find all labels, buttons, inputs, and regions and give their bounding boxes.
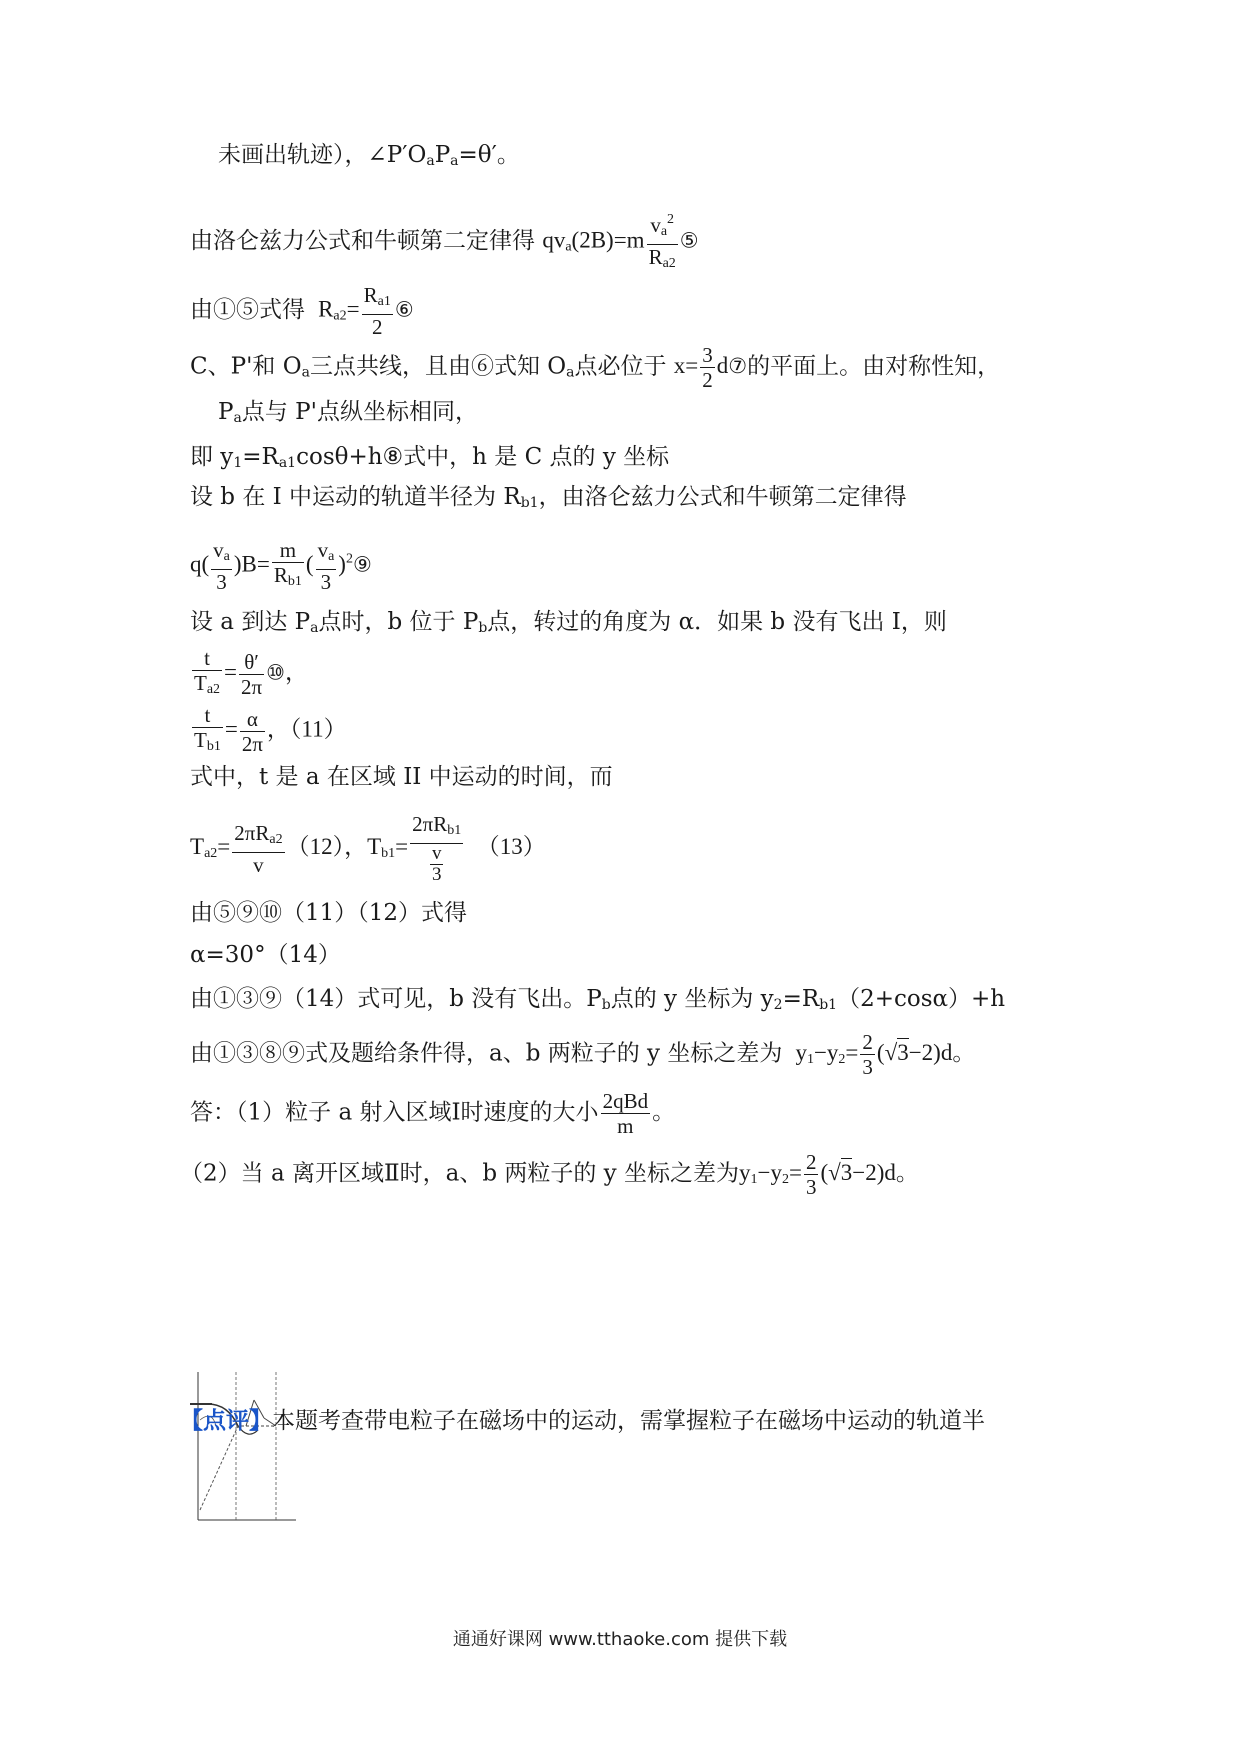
text-line [190, 1089, 675, 1138]
text-line: 设 b 在 I 中运动的轨道半径为 $R_{b1}$，由洛仑兹力公式和牛顿第二定律得 [190, 484, 907, 511]
text-line [190, 538, 372, 594]
text-line: 未画出轨迹），$\angle P'O_aP_a=\theta'$。 [218, 142, 520, 169]
text-line [190, 283, 414, 339]
text: 设 b 在 I 中运动的轨道半径为 R [190, 484, 521, 510]
text: =R [782, 986, 820, 1012]
text: （2+cosα）+h [837, 986, 1006, 1012]
text-line [190, 940, 341, 970]
text-line [190, 208, 699, 276]
page-footer: 通通好课网 www.tthaoke.com 提供下载 [452, 1629, 788, 1650]
text: 式中，t 是 a 在区域 II 中运动的时间，而 [190, 764, 613, 790]
text: 点，转过的角度为 α．如果 b 没有飞出 I，则 [487, 609, 947, 635]
text: 答：（1）粒子 a 射入区域Ⅰ时速度的大小 [190, 1099, 599, 1126]
text-line [190, 1030, 975, 1079]
equation-6: $R_{a2}=$ $\frac{R_{a1}}{2}$ ⑥ [312, 283, 414, 339]
text: 由⑤⑨⑩（11）（12）式得 [190, 900, 468, 926]
equation-12-13: $T_{a2}=$ $\frac{2\pi R_{a2}}{v}$ （12），$T_{b1}=$ $\frac{2\pi R_{b1}}{\frac{v}{3}}$ （13） [190, 812, 546, 885]
equation-result: $y_1-y_2=$ $\frac{2}{3}$ (√3−2)d。 [789, 1030, 976, 1079]
text: 三点共线，且由⑥式知 O [309, 353, 567, 380]
text-line: C、P'和 $O_a$三点共线，且由⑥式知 $O_a$点必位于 x= $\frac{3}{2}$ d⑦的平面上。由对称性知， [190, 343, 1001, 392]
equation-5: $qv_a(2B)=m$ $\frac{v_a^2}{R_{a2}}$ ⑤ [542, 208, 698, 276]
text: （2）当 a 离开区域Ⅱ时，a、b 两粒子的 y 坐标之差为 [180, 1160, 739, 1187]
text-line: 设 a 到达 $P_a$点时，b 位于 $P_b$点，转过的角度为 α．如果 b 没有飞出 I，则 [190, 609, 947, 636]
text: 设 a 到达 P [190, 609, 311, 635]
text-line [190, 762, 613, 792]
text: 未画出轨迹），∠P′O [218, 142, 427, 168]
text: =R [242, 444, 279, 470]
text: 由①⑤式得 [190, 297, 305, 323]
text-line [190, 812, 546, 885]
text: α=30°（14） [190, 942, 341, 968]
text: 由①③⑨（14）式可见，b 没有飞出。P [190, 986, 602, 1012]
text-line [180, 1150, 919, 1199]
text: 由①③⑧⑨式及题给条件得，a、b 两粒子的 y 坐标之差为 [190, 1040, 783, 1067]
review-text: 本题考查带电粒子在磁场中的运动，需掌握粒子在磁场中运动的轨道半 [272, 1408, 985, 1434]
text: C、P'和 O [190, 353, 302, 380]
text: 点与 P'点纵坐标相同， [241, 399, 478, 425]
text-line [190, 898, 467, 928]
equation-10: $\frac{t}{T_{a2}}$ = $\frac{\theta'}{2\pi}$ ⑩， [194, 646, 308, 699]
text: 点时，b 位于 P [318, 609, 479, 635]
text-line: $P_a$点与 P'点纵坐标相同， [218, 399, 478, 426]
text: =θ′。 [458, 142, 520, 168]
equation-11: $\frac{t}{T_{b1}}$ = $\frac{\alpha}{2\pi}$ ，（11） [194, 703, 347, 756]
text: 的平面上。由对称性知， [747, 353, 1001, 380]
text-line: 由①③⑨（14）式可见，b 没有飞出。$P_b$点的 y 坐标为 $y_2=R_{b1}(2+\cos\alpha)+h$ [190, 986, 1006, 1013]
equation-7: x= $\frac{3}{2}$ d⑦ [673, 343, 748, 392]
text: 由洛仑兹力公式和牛顿第二定律得 [190, 228, 535, 254]
text: ，由洛仑兹力公式和牛顿第二定律得 [538, 484, 907, 510]
text: 点必位于 [574, 353, 667, 380]
text: cosθ+h⑧式中，h 是 C 点的 y 坐标 [296, 444, 670, 470]
equation-speed: $\frac{\text{2qBd}}{m}$ 。 [602, 1089, 676, 1138]
text-line [190, 703, 347, 759]
text: P [434, 142, 451, 168]
text: 即 y [190, 444, 234, 470]
text: 点的 y 坐标为 y [610, 986, 774, 1012]
review-line [180, 1406, 985, 1436]
text-line: 即 $y_1=R_{a1}\cos\theta+h⑧$式中，h 是 C 点的 y 坐标 [190, 444, 670, 471]
trajectory-diagram [188, 1370, 298, 1530]
equation-answer-2: $y_1-y_2=$ $\frac{2}{3}$ (√3−2)d。 [738, 1150, 919, 1199]
text-line [190, 646, 308, 702]
equation-9: q( $\frac{v_a}{3}$ )B= $\frac{m}{R_{b1}}$ ( $\frac{v_a}{3}$ )$^2$⑨ [190, 538, 372, 594]
review-tag: 【点评】 [180, 1407, 272, 1434]
